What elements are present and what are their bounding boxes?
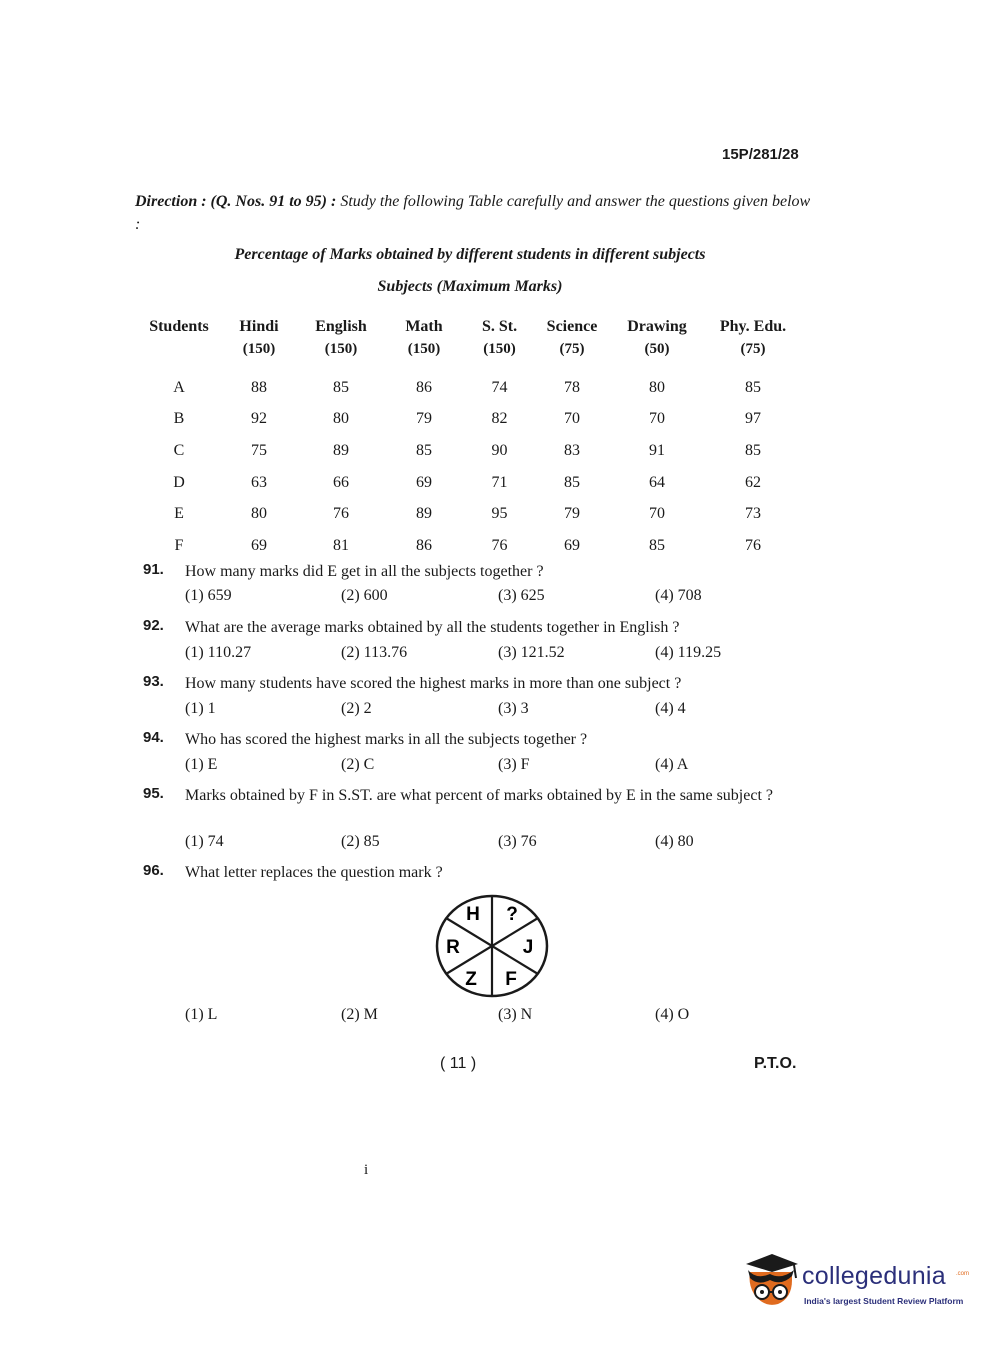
paper-code: 15P/281/28 <box>722 146 799 163</box>
table-row <box>140 372 803 404</box>
question-93 <box>143 673 813 723</box>
question-text: What are the average marks obtained by all the students together in English ? <box>185 619 680 636</box>
options <box>185 644 805 666</box>
question-number: 92. <box>143 617 164 634</box>
question-number: 93. <box>143 673 164 690</box>
marks-cell: 85 <box>416 441 432 459</box>
marks-cell: 76 <box>745 536 761 554</box>
option-2: (2) 600 <box>341 587 388 604</box>
marks-cell: 81 <box>333 536 349 554</box>
marks-cell: 62 <box>745 473 761 491</box>
marks-cell: 85 <box>564 473 580 491</box>
stray-mark: i <box>364 1162 369 1178</box>
pto-label: P.T.O. <box>754 1055 797 1072</box>
options <box>185 587 805 609</box>
marks-cell: 70 <box>564 410 580 428</box>
option-1: (1) 1 <box>185 700 216 717</box>
marks-table <box>140 316 803 562</box>
student-name-cell: B <box>173 410 185 428</box>
marks-cell: 80 <box>251 505 267 523</box>
option-2: (2) M <box>341 1006 378 1023</box>
table-row <box>140 467 803 499</box>
question-number: 94. <box>143 729 164 746</box>
option-3: (3) N <box>498 1006 533 1023</box>
direction-text <box>135 190 815 236</box>
header-sst: S. St. (150) <box>481 318 518 357</box>
option-3: (3) 121.52 <box>498 644 565 661</box>
option-4: (4) 4 <box>655 700 686 717</box>
question-92 <box>143 617 813 667</box>
option-1: (1) L <box>185 1006 218 1023</box>
table-row <box>140 404 803 436</box>
options <box>185 700 805 722</box>
header-english: English (150) <box>315 318 367 357</box>
table-body <box>140 372 803 562</box>
marks-cell: 78 <box>564 378 580 396</box>
marks-cell: 86 <box>416 536 432 554</box>
marks-cell: 83 <box>564 441 580 459</box>
marks-cell: 85 <box>745 378 761 396</box>
option-1: (1) 110.27 <box>185 644 252 661</box>
question-text: Marks obtained by F in S.ST. are what percent of marks obtained by E in the same subject ? <box>185 787 773 804</box>
marks-cell: 70 <box>649 410 665 428</box>
question-91 <box>143 561 813 611</box>
direction-label: Direction : (Q. Nos. 91 to 95) : <box>135 193 337 210</box>
marks-cell: 63 <box>251 473 267 491</box>
marks-cell: 97 <box>745 410 761 428</box>
header-phy-edu: Phy. Edu. (75) <box>719 318 787 357</box>
wheel-letter-bottom-left: Z <box>465 969 477 990</box>
wheel-letter-right: J <box>522 937 534 958</box>
marks-cell: 76 <box>491 536 508 554</box>
question-number: 91. <box>143 561 164 578</box>
wheel-letter-top-left: H <box>466 904 480 925</box>
student-name-cell: A <box>173 378 185 396</box>
option-3: (3) 625 <box>498 587 545 604</box>
student-name-cell: E <box>174 505 184 523</box>
marks-cell: 82 <box>491 410 508 428</box>
option-3: (3) 3 <box>498 700 529 717</box>
table-title: Percentage of Marks obtained by different students in different subjects <box>234 246 706 263</box>
marks-cell: 92 <box>251 410 267 428</box>
page-number: ( 11 ) <box>440 1055 477 1072</box>
logo-tagline: India's largest Student Review Platform <box>804 1296 964 1306</box>
option-2: (2) C <box>341 756 375 773</box>
marks-cell: 74 <box>491 378 508 396</box>
marks-cell: 80 <box>649 378 665 396</box>
marks-cell: 71 <box>491 473 508 491</box>
marks-cell: 79 <box>564 505 580 523</box>
question-number: 95. <box>143 785 164 802</box>
header-drawing: Drawing (50) <box>627 318 687 357</box>
option-4: (4) 80 <box>655 833 694 850</box>
options <box>185 833 805 855</box>
logo-dot-com: .com <box>956 1271 970 1277</box>
marks-cell: 85 <box>333 378 349 396</box>
wheel-letter-bottom-right: F <box>505 969 517 990</box>
marks-cell: 69 <box>251 536 267 554</box>
header-hindi: Hindi (150) <box>239 318 279 357</box>
marks-cell: 80 <box>333 410 349 428</box>
option-3: (3) F <box>498 756 530 773</box>
marks-cell: 90 <box>491 441 508 459</box>
student-name-cell: F <box>174 536 184 554</box>
direction-body: Study the following Table carefully and answer the questions given below : <box>135 193 811 233</box>
question-text: Who has scored the highest marks in all the subjects together ? <box>185 731 588 748</box>
marks-cell: 75 <box>251 441 267 459</box>
mascot-icon <box>742 1250 804 1312</box>
option-4: (4) O <box>655 1006 690 1023</box>
table-row <box>140 435 803 467</box>
question-number: 96. <box>143 862 164 879</box>
table-row <box>140 498 803 530</box>
wheel-letter-left: R <box>446 937 460 958</box>
wheel-letter-top-right: ? <box>506 904 518 925</box>
table-row <box>140 530 803 562</box>
marks-cell: 95 <box>491 505 508 523</box>
marks-cell: 79 <box>416 410 432 428</box>
marks-cell: 89 <box>333 441 349 459</box>
option-1: (1) E <box>185 756 218 773</box>
marks-cell: 64 <box>649 473 665 491</box>
question-94 <box>143 729 813 779</box>
options <box>185 756 805 778</box>
marks-cell: 91 <box>649 441 665 459</box>
marks-cell: 85 <box>745 441 761 459</box>
header-students: Students <box>149 318 209 335</box>
collegedunia-logo <box>742 1248 972 1312</box>
option-1: (1) 659 <box>185 587 232 604</box>
table-header-row <box>140 316 803 372</box>
header-science: Science (75) <box>546 318 598 357</box>
student-name-cell: C <box>173 441 185 459</box>
question-text: How many marks did E get in all the subjects together ? <box>185 563 544 580</box>
marks-cell: 66 <box>333 473 349 491</box>
options <box>185 1006 805 1028</box>
marks-cell: 76 <box>333 505 349 523</box>
option-4: (4) A <box>655 756 689 773</box>
marks-cell: 86 <box>416 378 432 396</box>
option-3: (3) 76 <box>498 833 537 850</box>
option-4: (4) 708 <box>655 587 702 604</box>
question-text: What letter replaces the question mark ? <box>185 864 443 881</box>
marks-cell: 73 <box>745 505 761 523</box>
question-95 <box>143 785 813 857</box>
table-subtitle: Subjects (Maximum Marks) <box>377 278 563 295</box>
option-4: (4) 119.25 <box>655 644 722 661</box>
marks-cell: 70 <box>649 505 665 523</box>
marks-cell: 69 <box>564 536 580 554</box>
logo-name: collegedunia <box>802 1262 946 1290</box>
option-2: (2) 85 <box>341 833 380 850</box>
question-text: How many students have scored the highest marks in more than one subject ? <box>185 675 682 692</box>
option-1: (1) 74 <box>185 833 224 850</box>
marks-cell: 89 <box>416 505 432 523</box>
marks-cell: 69 <box>416 473 432 491</box>
header-math: Math (150) <box>405 318 443 357</box>
marks-cell: 85 <box>649 536 665 554</box>
letter-wheel-figure <box>433 893 551 999</box>
option-2: (2) 113.76 <box>341 644 408 661</box>
marks-cell: 88 <box>251 378 267 396</box>
student-name-cell: D <box>173 473 185 491</box>
option-2: (2) 2 <box>341 700 372 717</box>
